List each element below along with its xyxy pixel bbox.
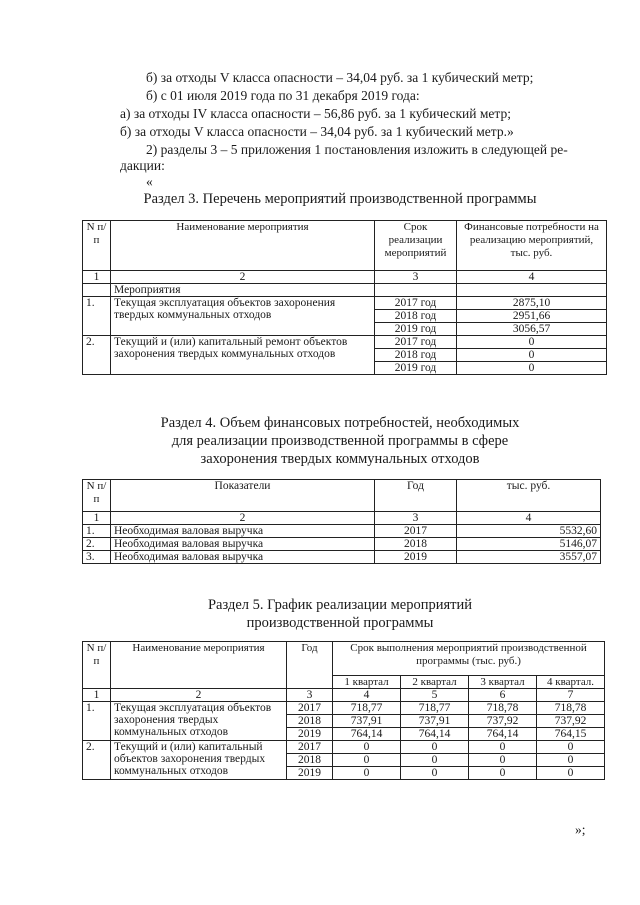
- section4-title-line-3: захоронения твердых коммунальных отходов: [200, 451, 480, 467]
- s4-colnum-3: 3: [375, 512, 457, 525]
- s5-row1-year3: 2019: [287, 728, 333, 741]
- s4-header-year: Год: [375, 480, 457, 512]
- s4-row2-n: 2.: [83, 538, 111, 551]
- s5-row1-y3-q2: 764,14: [401, 728, 469, 741]
- s3-group-empty-4: [457, 284, 607, 297]
- s5-row1-name: Текущая эксплуатация объектов захоронения твердых коммунальных отходов: [111, 702, 287, 741]
- s5-colnum-7: 7: [537, 689, 605, 702]
- s5-row1-y1-q2: 718,77: [401, 702, 469, 715]
- s5-row1-y1-q3: 718,78: [469, 702, 537, 715]
- s5-row2-y1-q2: 0: [401, 741, 469, 754]
- section4-title-line-1: Раздел 4. Объем финансовых потребностей, необходимых: [160, 415, 520, 431]
- s5-colnum-2: 2: [111, 689, 287, 702]
- intro-line-3: а) за отходы IV класса опасности – 56,86 руб. за 1 кубический метр;: [120, 106, 511, 121]
- s5-row2-y1-q4: 0: [537, 741, 605, 754]
- s5-row2-y2-q3: 0: [469, 754, 537, 767]
- s5-quarter-1: 1 квартал: [333, 676, 401, 689]
- s4-header-value: тыс. руб.: [457, 480, 601, 512]
- s4-colnum-4: 4: [457, 512, 601, 525]
- s3-colnum-4: 4: [457, 271, 607, 284]
- s5-row2-y3-q3: 0: [469, 767, 537, 780]
- s3-row2-year3: 2019 год: [375, 362, 457, 375]
- s3-group-empty-3: [375, 284, 457, 297]
- section5-title-line-2: производственной программы: [246, 615, 434, 631]
- section3-table: [82, 220, 607, 375]
- s4-header-indicators: Показатели: [111, 480, 375, 512]
- s3-row2-name: Текущий и (или) капитальный ремонт объектов захоронения твердых коммунальных отходов: [111, 336, 375, 375]
- s4-row1-value: 5532,60: [457, 525, 601, 538]
- s4-row1-year: 2017: [375, 525, 457, 538]
- s4-row2-year: 2018: [375, 538, 457, 551]
- s3-colnum-1: 1: [83, 271, 111, 284]
- s5-header-term: Срок выполнения мероприятий производственной программы (тыс. руб.): [333, 642, 605, 676]
- s3-row2-value3: 0: [457, 362, 607, 375]
- s5-row1-y3-q4: 764,15: [537, 728, 605, 741]
- s3-row1-value3: 3056,57: [457, 323, 607, 336]
- s4-row1-n: 1.: [83, 525, 111, 538]
- intro-line-2: б) с 01 июля 2019 года по 31 декабря 2019 года:: [146, 88, 420, 103]
- intro-line-4: б) за отходы V класса опасности – 34,04 руб. за 1 кубический метр.»: [120, 124, 514, 139]
- s3-row2-value2: 0: [457, 349, 607, 362]
- s5-row2-y2-q4: 0: [537, 754, 605, 767]
- s3-row1-name: Текущая эксплуатация объектов захоронения твердых коммунальных отходов: [111, 297, 375, 336]
- s5-row2-year2: 2018: [287, 754, 333, 767]
- s4-row1-name: Необходимая валовая выручка: [111, 525, 375, 538]
- s5-row2-name: Текущий и (или) капитальный объектов захоронения твердых коммунальных отходов: [111, 741, 287, 780]
- s3-header-finance: Финансовые потребности на реализацию мероприятий, тыс. руб.: [457, 221, 607, 271]
- intro-line-6: дакции:: [120, 158, 165, 173]
- s5-row2-y1-q1: 0: [333, 741, 401, 754]
- s5-row1-n: 1.: [83, 702, 111, 741]
- s4-row3-n: 3.: [83, 551, 111, 564]
- s3-header-n: N п/п: [83, 221, 111, 271]
- s3-colnum-3: 3: [375, 271, 457, 284]
- s3-header-name: Наименование мероприятия: [111, 221, 375, 271]
- s4-row3-year: 2019: [375, 551, 457, 564]
- s5-row1-year2: 2018: [287, 715, 333, 728]
- section4-title-line-2: для реализации производственной программы в сфере: [171, 433, 509, 449]
- s3-row1-n: 1.: [83, 297, 111, 336]
- s3-row1-year2: 2018 год: [375, 310, 457, 323]
- s5-row2-y2-q2: 0: [401, 754, 469, 767]
- section3-title: Раздел 3. Перечень мероприятий производственной программы: [143, 191, 537, 207]
- s5-quarter-2: 2 квартал: [401, 676, 469, 689]
- s5-header-year: Год: [287, 642, 333, 689]
- s3-row2-year1: 2017 год: [375, 336, 457, 349]
- s5-row1-y2-q4: 737,92: [537, 715, 605, 728]
- s5-row1-y3-q3: 764,14: [469, 728, 537, 741]
- s5-row1-y3-q1: 764,14: [333, 728, 401, 741]
- s4-row3-name: Необходимая валовая выручка: [111, 551, 375, 564]
- s5-row2-y3-q2: 0: [401, 767, 469, 780]
- s5-row1-y2-q3: 737,92: [469, 715, 537, 728]
- s5-row2-year3: 2019: [287, 767, 333, 780]
- s5-header-name: Наименование мероприятия: [111, 642, 287, 689]
- s5-colnum-5: 5: [401, 689, 469, 702]
- section5-title-line-1: Раздел 5. График реализации мероприятий: [207, 597, 473, 613]
- s3-row1-value2: 2951,66: [457, 310, 607, 323]
- s5-row1-y2-q1: 737,91: [333, 715, 401, 728]
- closing-mark: »;: [575, 822, 586, 837]
- s3-row1-year3: 2019 год: [375, 323, 457, 336]
- s4-colnum-2: 2: [111, 512, 375, 525]
- s5-row2-n: 2.: [83, 741, 111, 780]
- s4-header-n: N п/п: [83, 480, 111, 512]
- s5-header-n: N п/п: [83, 642, 111, 689]
- s4-row2-value: 5146,07: [457, 538, 601, 551]
- intro-line-1: б) за отходы V класса опасности – 34,04 руб. за 1 кубический метр;: [146, 70, 534, 85]
- s5-row1-year1: 2017: [287, 702, 333, 715]
- s5-colnum-3: 3: [287, 689, 333, 702]
- s3-row2-value1: 0: [457, 336, 607, 349]
- s3-row2-year2: 2018 год: [375, 349, 457, 362]
- s4-row3-value: 3557,07: [457, 551, 601, 564]
- s5-colnum-6: 6: [469, 689, 537, 702]
- s3-header-term: Срок реализации мероприятий: [375, 221, 457, 271]
- s5-row2-y2-q1: 0: [333, 754, 401, 767]
- s5-row2-y3-q4: 0: [537, 767, 605, 780]
- s5-row1-y1-q4: 718,78: [537, 702, 605, 715]
- s3-group-empty: [83, 284, 111, 297]
- s5-row1-y2-q2: 737,91: [401, 715, 469, 728]
- s5-row2-y3-q1: 0: [333, 767, 401, 780]
- intro-line-7: «: [146, 174, 153, 189]
- s5-row1-y1-q1: 718,77: [333, 702, 401, 715]
- section5-table: [82, 641, 605, 780]
- s5-row2-year1: 2017: [287, 741, 333, 754]
- s4-colnum-1: 1: [83, 512, 111, 525]
- s3-group-label: Мероприятия: [111, 284, 375, 297]
- s3-row1-value1: 2875,10: [457, 297, 607, 310]
- s3-row1-year1: 2017 год: [375, 297, 457, 310]
- s5-row2-y1-q3: 0: [469, 741, 537, 754]
- section4-table: [82, 479, 601, 564]
- s5-quarter-4: 4 квартал.: [537, 676, 605, 689]
- s3-row2-n: 2.: [83, 336, 111, 375]
- s5-colnum-1: 1: [83, 689, 111, 702]
- s4-row2-name: Необходимая валовая выручка: [111, 538, 375, 551]
- intro-line-5: 2) разделы 3 – 5 приложения 1 постановления изложить в следующей ре-: [146, 142, 568, 157]
- s5-colnum-4: 4: [333, 689, 401, 702]
- s5-quarter-3: 3 квартал: [469, 676, 537, 689]
- s3-colnum-2: 2: [111, 271, 375, 284]
